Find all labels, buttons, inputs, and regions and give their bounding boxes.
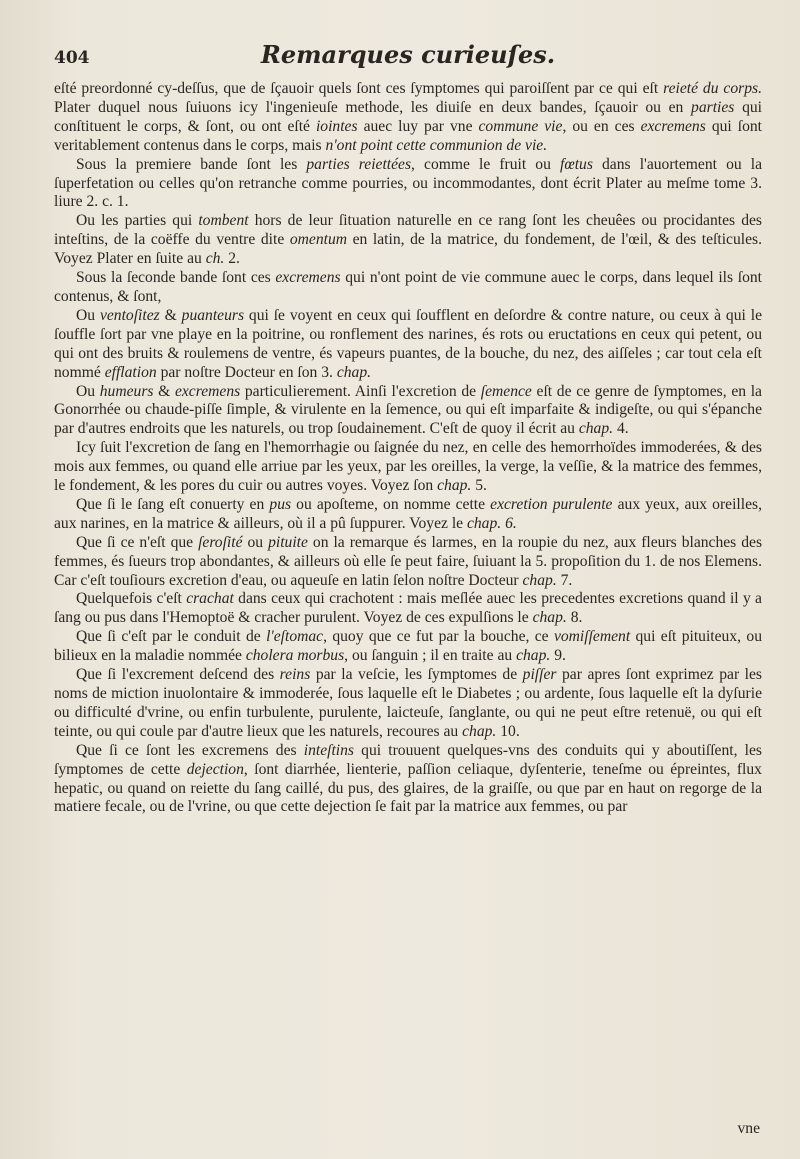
italic-text: iointes: [315, 117, 358, 135]
italic-text: efflation: [104, 363, 157, 381]
text-run: 4.: [613, 420, 629, 438]
italic-text: reieté du corps.: [663, 80, 762, 97]
paragraph: [54, 269, 762, 307]
paragraph: [54, 383, 762, 440]
text-run: ou: [242, 533, 269, 551]
text-run: ou apoſteme, on nomme cette: [291, 495, 491, 513]
text-run: , ou ſanguin ; il en traite au: [344, 647, 517, 665]
italic-text: chap.: [462, 722, 497, 740]
italic-text: omentum: [289, 231, 348, 249]
italic-text: excremens: [275, 269, 341, 287]
paragraph: [54, 212, 762, 269]
paragraph: [54, 496, 762, 534]
italic-text: chap.: [466, 514, 502, 532]
text-run: qui trouuent quelques-vns des conduits qui y aboutiſſent, les ſymptomes de cette: [54, 741, 762, 778]
paragraph: [54, 156, 762, 213]
italic-text: chap.: [578, 420, 614, 438]
italic-text: piſſer: [522, 666, 557, 684]
italic-text: parties reiettées: [306, 155, 412, 173]
italic-text: pituite: [268, 533, 308, 551]
paragraph: [54, 80, 762, 156]
text-run: dans l'auortement ou la ſuperfetation ou celles qu'on retranche comme pourries, ou incommodantes, dont écrit Plater au meſme tome 3. liure 2. c. 1.: [54, 155, 763, 211]
text-run: Sous la premiere bande ſont les: [76, 155, 307, 173]
italic-text: l'eſtomac: [266, 628, 324, 646]
italic-text: reins: [279, 666, 311, 684]
body-text: [54, 80, 762, 817]
text-run: eſt de ce genre de ſymptomes, en la Gonorrhée ou chaude-piſſe ſimple, & virulente en la ſemence, ou qui eſt imparfaite & indigeſte, ou qui s'épanche par d'autres endroits que les naturels, ou trop ſoudainement. C'eſt de quoy il écrit au: [54, 382, 762, 438]
italic-text: excremens: [640, 117, 706, 135]
text-run: Ou: [76, 382, 100, 400]
italic-text: chap.: [516, 647, 551, 665]
text-run: qui conſtituent le corps, & ſont, ou ont eſté: [54, 98, 762, 135]
text-run: dans ceux qui crachotent : mais meſlée auec les precedentes excretions quand il y a ſang ou pus dans l'Hemoptoë & cracher purulent. Voyez de ces expulſions le: [54, 590, 762, 627]
italic-text: chap.: [336, 363, 372, 381]
italic-text: vomiſſement: [553, 628, 631, 646]
page-header: [54, 40, 762, 74]
text-run: , comme le fruit ou: [411, 155, 560, 173]
text-run: , ou en ces: [562, 117, 641, 135]
italic-text: n'ont point cette communion de vie.: [325, 136, 548, 154]
italic-text: ch.: [205, 250, 225, 268]
text-run: 5.: [471, 477, 487, 495]
italic-text: inteſtins: [303, 741, 354, 759]
italic-text: parties: [691, 98, 735, 116]
text-run: &: [153, 382, 175, 400]
text-run: auec luy par vne: [357, 117, 479, 135]
text-run: 9.: [550, 647, 566, 665]
text-run: en latin, de la matrice, du fondement, de l'œil, & des teſticules. Voyez Plater en ſuite au: [54, 231, 762, 268]
italic-text: pus: [269, 495, 292, 513]
italic-text: cholera morbus: [245, 647, 345, 665]
italic-text: commune vie: [478, 117, 563, 135]
text-run: qui n'ont point de vie commune auec le corps, dans lequel ils ſont contenus, & ſont,: [54, 269, 762, 305]
text-run: qui ſont veritablement contenus dans le corps, mais: [54, 117, 763, 154]
italic-text: excretion purulente: [490, 495, 613, 513]
text-run: particulierement. Ainſi l'excretion de: [240, 382, 481, 400]
italic-text: tombent: [198, 212, 249, 230]
text-run: Sous la ſeconde bande ſont ces: [76, 269, 276, 287]
text-run: 10.: [496, 722, 520, 740]
italic-text: 6.: [505, 514, 517, 532]
italic-text: ſemence: [480, 382, 532, 400]
page-number: 404: [54, 48, 90, 68]
italic-text: chap.: [532, 609, 567, 627]
text-run: hors de leur ſituation naturelle en ce rang ſont les cheuêes ou procidantes des inteſtins, de la coëffe du ventre dite: [54, 212, 763, 249]
italic-text: puanteurs: [181, 306, 245, 324]
text-run: Que ſi c'eſt par le conduit de: [76, 628, 267, 646]
paragraph: [54, 307, 762, 383]
text-run: Que ſi ce ſont les excremens des: [76, 741, 304, 759]
italic-text: chap.: [522, 571, 557, 589]
text-run: Icy ſuit l'excretion de ſang en l'hemorrhagie ou ſaignée du nez, en celle des hemorrhoïdes immoderées, & des mois aux femmes, ou quand elle arriue par les yeux, par les oreilles, la verge, la veſſie, & la matrice des femmes, le fondement, & les pores du cuir ou autres voyes. Voyez ſon: [54, 439, 762, 495]
running-title: Remarques curieuſes.: [260, 40, 556, 69]
text-run: par noſtre Docteur en ſon 3.: [156, 363, 337, 381]
paragraph: [54, 590, 762, 628]
italic-text: ſeroſité: [198, 533, 243, 551]
text-run: Que ſi ce n'eſt que: [76, 533, 199, 551]
paragraph: [54, 628, 762, 666]
italic-text: ventoſitez: [99, 306, 160, 324]
text-run: Ou les parties qui: [76, 212, 199, 230]
text-run: qui eſt pituiteux, ou bilieux en la maladie nommée: [54, 628, 762, 665]
paragraph: [54, 439, 762, 496]
italic-text: humeurs: [99, 382, 154, 400]
paragraph: [54, 742, 762, 818]
text-run: 7.: [556, 571, 573, 589]
text-run: Plater duquel nous ſuiuons icy l'ingenieuſe methode, les diuiſe en deux bandes, ſçauoir ou en: [54, 98, 692, 116]
text-run: Que ſi l'excrement deſcend des: [76, 666, 280, 684]
text-run: on la remarque és larmes, en la roupie du nez, aux fleurs blanches des femmes, és ſueurs trop abondantes, & ailleurs où elle ſe peut faire, ſuiuant la 5. propoſition du 1. de nos Elemens. Car c'eſt touſiours excretion d'eau, ou aqueuſe en latin ſelon noſtre Docteur: [54, 533, 763, 589]
italic-text: excremens: [174, 382, 241, 400]
text-run: , quoy que ce fut par la bouche, ce: [323, 628, 554, 646]
text-run: par la veſcie, les ſymptomes de: [310, 666, 523, 684]
italic-text: chap.: [437, 477, 472, 495]
text-run: Quelquefois c'eſt: [76, 590, 187, 608]
text-run: Ou: [76, 306, 100, 324]
italic-text: dejection: [186, 760, 244, 778]
italic-text: crachat: [186, 590, 234, 608]
text-run: 8.: [566, 609, 583, 627]
text-run: Que ſi le ſang eſt conuerty en: [76, 495, 270, 513]
italic-text: fœtus: [559, 155, 593, 173]
text-run: qui ſe voyent en ceux qui ſoufflent en deſordre & contre nature, ou ceux à qui le ſouffle ſort par vne playe en la poitrine, ou ronflement des narines, és rots ou eructations en ceux qui petent, ou qui ont des bruits & roulemens de ventre, és vapeurs puantes, de la bouche, du nez, des aiſſeles ; car tout cela eſt nommé: [54, 306, 762, 381]
text-run: aux yeux, aux oreilles, aux narines, en la matrice & ailleurs, où il a pû ſuppurer. Voyez le: [54, 495, 762, 532]
text-run: 2.: [224, 250, 240, 268]
text-run: , ſont diarrhée, lienterie, paſſion celiaque, dyſenterie, teneſme ou épreintes, flux hepatic, ou quand on reiette du ſang caillé, du pus, des glaires, de la graiſſe, ou que par en haut on regorge de la matiere fecale, ou de l'vrine, ou que cette dejection ſe fait par la matrice aux femmes, ou par: [54, 760, 762, 816]
catchword: vne: [737, 1120, 760, 1137]
text-run: par apres ſont exprimez par les noms de miction inuolontaire & immoderée, ſous laquelle eſt le Diabetes ; ou ardente, ſous laquelle eſt la dyſurie ou difficulté d'vrine, ou enfin turbulente, purulente, laicteuſe, ſanglante, ou qui ne peut eſtre retenuë, ou qui eſt teinte, ou qui coule par d'autre lieux que les naturels, recoures au: [54, 666, 762, 740]
paragraph: [54, 534, 762, 591]
paragraph: [54, 666, 762, 742]
text-run: &: [159, 306, 182, 324]
text-run: eſté preordonné cy-deſſus, que de ſçauoir quels ſont ces ſymptomes qui paroiſſent par ce qui eſt: [54, 80, 664, 97]
